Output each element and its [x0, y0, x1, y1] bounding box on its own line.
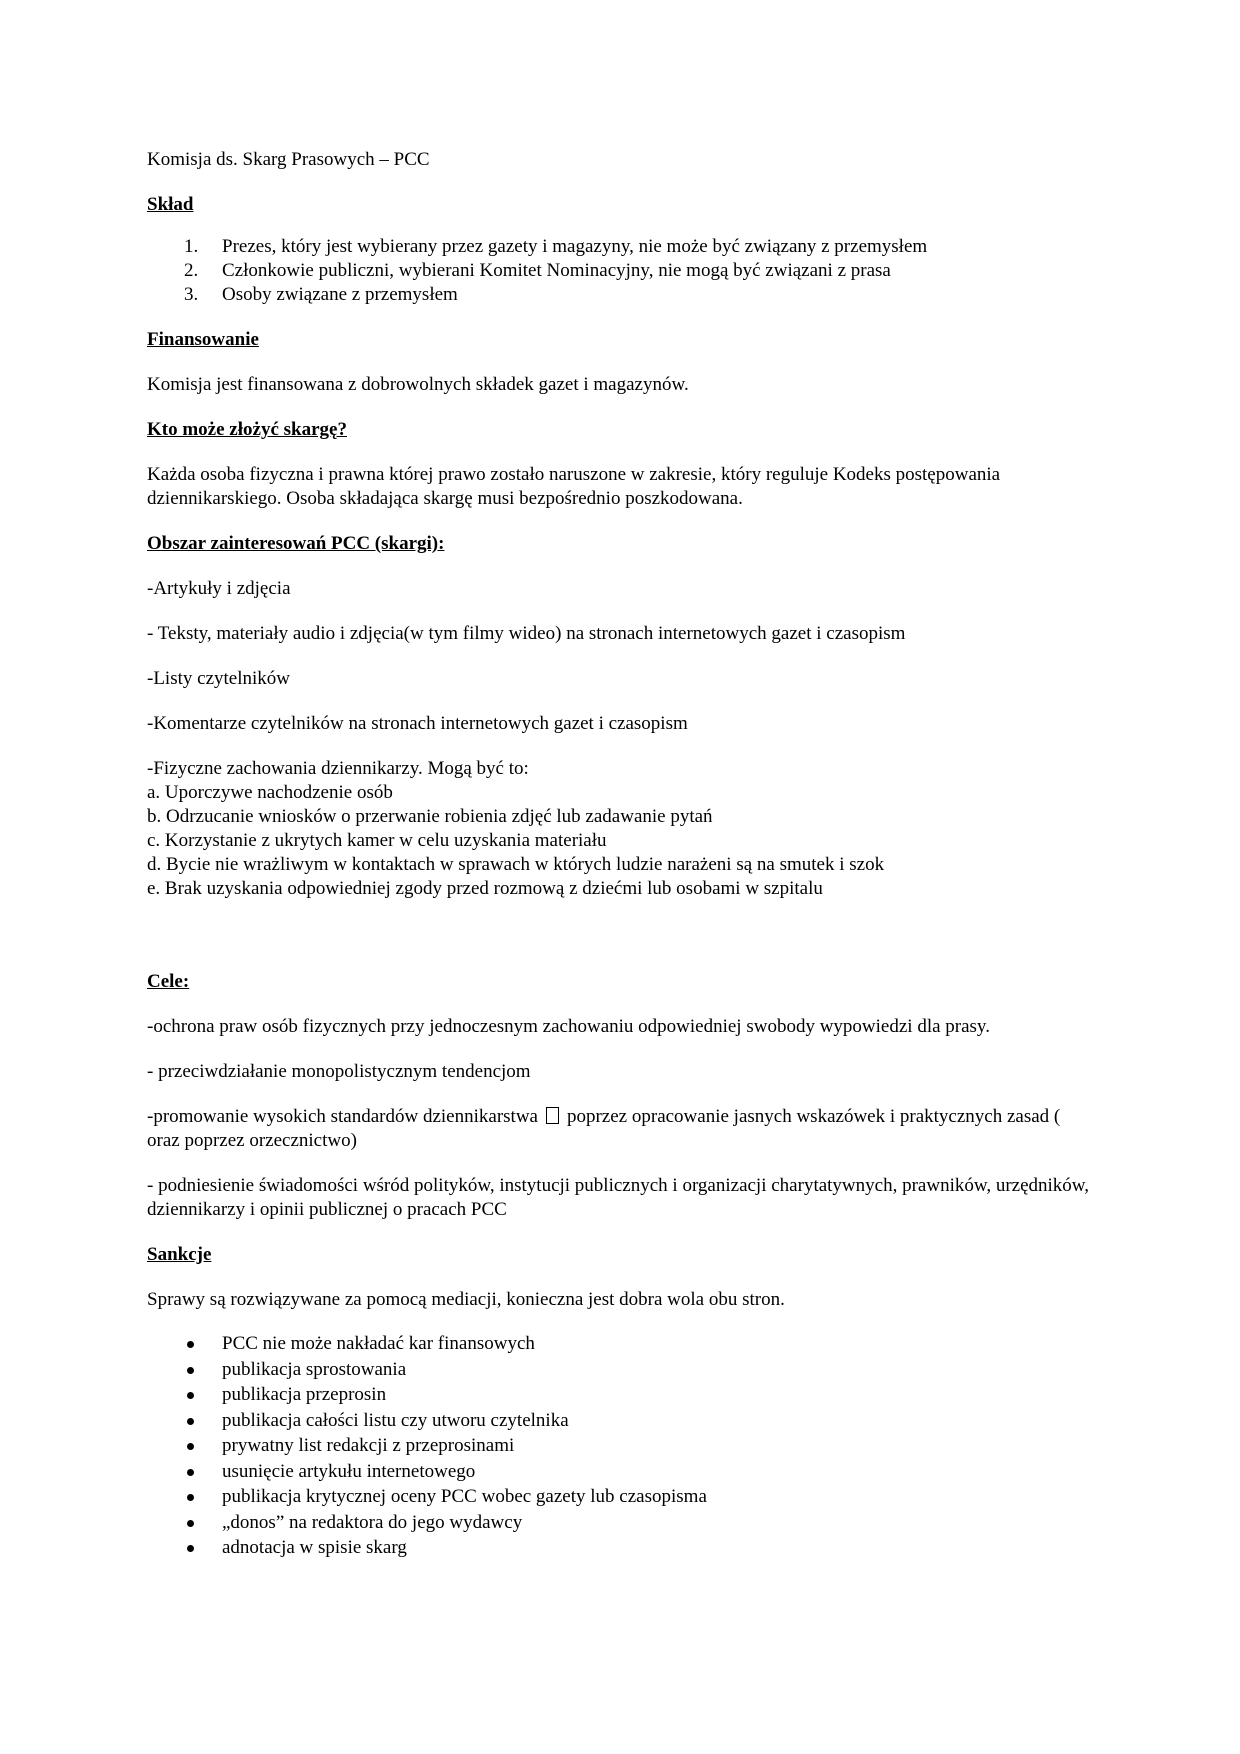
obszar-item-4: -Komentarze czytelników na stronach internetowych gazet i czasopism — [147, 713, 688, 734]
bullet-icon — [187, 1367, 194, 1374]
list-item: publikacja całości listu czy utworu czytelnika — [147, 1409, 1097, 1435]
bullet-icon — [187, 1443, 194, 1450]
list-item: publikacja krytycznej oceny PCC wobec gazety lub czasopisma — [147, 1485, 1097, 1511]
kto-text: Każda osoba fizyczna i prawna której prawo zostało naruszone w zakresie, który reguluje Kodeks postępowania dziennikarskiego. Osoba składająca skargę musi bezpośrednio poszkodowana. — [147, 464, 1001, 509]
obszar-sub-e: e. Brak uzyskania odpowiedniej zgody przed rozmową z dziećmi lub osobami w szpitalu — [147, 878, 823, 899]
list-item: adnotacja w spisie skarg — [147, 1536, 1097, 1562]
heading-cele: Cele: — [147, 971, 190, 992]
cele-item-4: - podniesienie świadomości wśród polityków, instytucji publicznych i organizacji charytatywnych, prawników, urzędników, dziennikarzy i opinii publicznej o pracach PCC — [147, 1175, 1090, 1220]
list-item: PCC nie może nakładać kar finansowych — [147, 1332, 1097, 1358]
bullet-icon — [187, 1545, 194, 1552]
bullet-icon — [187, 1494, 194, 1501]
heading-finansowanie: Finansowanie — [147, 329, 259, 350]
sankcje-list — [147, 1332, 1097, 1562]
obszar-item-3: -Listy czytelników — [147, 668, 290, 689]
obszar-item-5-intro: -Fizyczne zachowania dziennikarzy. Mogą być to: — [147, 758, 529, 779]
bullet-icon — [187, 1469, 194, 1476]
bullet-icon — [187, 1392, 194, 1399]
heading-sankcje: Sankcje — [147, 1244, 212, 1265]
document-body — [147, 148, 1097, 1562]
list-item: publikacja sprostowania — [147, 1358, 1097, 1384]
sklad-list — [147, 235, 1097, 307]
bullet-icon — [187, 1418, 194, 1425]
heading-sklad: Skład — [147, 194, 194, 215]
list-item: „donos” na redaktora do jego wydawcy — [147, 1511, 1097, 1537]
heading-kto: Kto może złożyć skargę? — [147, 419, 347, 440]
obszar-sub-b: b. Odrzucanie wniosków o przerwanie robienia zdjęć lub zadawanie pytań — [147, 806, 713, 827]
list-item: 2. Członkowie publiczni, wybierani Komitet Nominacyjny, nie mogą być związani z prasa — [184, 260, 891, 281]
obszar-item-2: - Teksty, materiały audio i zdjęcia(w tym filmy wideo) na stronach internetowych gazet i czasopism — [147, 623, 906, 644]
list-item: 1. Prezes, który jest wybierany przez gazety i magazyny, nie może być związany z przemysłem — [184, 236, 928, 257]
bullet-icon — [187, 1520, 194, 1527]
missing-glyph-box-icon — [546, 1107, 559, 1124]
finansowanie-text: Komisja jest finansowana z dobrowolnych składek gazet i magazynów. — [147, 374, 689, 395]
list-item: 3. Osoby związane z przemysłem — [184, 284, 458, 305]
obszar-sub-d: d. Bycie nie wrażliwym w kontaktach w sprawach w których ludzie narażeni są na smutek i szok — [147, 854, 885, 875]
heading-obszar: Obszar zainteresowań PCC (skargi): — [147, 533, 445, 554]
bullet-icon — [187, 1341, 194, 1348]
obszar-item-1: -Artykuły i zdjęcia — [147, 578, 291, 599]
cele-item-2: - przeciwdziałanie monopolistycznym tendencjom — [147, 1061, 531, 1082]
sankcje-text: Sprawy są rozwiązywane za pomocą mediacji, konieczna jest dobra wola obu stron. — [147, 1289, 785, 1310]
cele-item-3: -promowanie wysokich standardów dziennikarstwa poprzez opracowanie jasnych wskazówek i praktycznych zasad ( oraz poprzez orzecznictwo) — [147, 1106, 1061, 1151]
list-item: usunięcie artykułu internetowego — [147, 1460, 1097, 1486]
document-title: Komisja ds. Skarg Prasowych – PCC — [147, 149, 430, 170]
obszar-sub-c: c. Korzystanie z ukrytych kamer w celu uzyskania materiału — [147, 830, 607, 851]
list-item: prywatny list redakcji z przeprosinami — [147, 1434, 1097, 1460]
list-item: publikacja przeprosin — [147, 1383, 1097, 1409]
cele-item-1: -ochrona praw osób fizycznych przy jednoczesnym zachowaniu odpowiedniej swobody wypowiedzi dla prasy. — [147, 1016, 990, 1037]
obszar-sub-a: a. Uporczywe nachodzenie osób — [147, 782, 393, 803]
